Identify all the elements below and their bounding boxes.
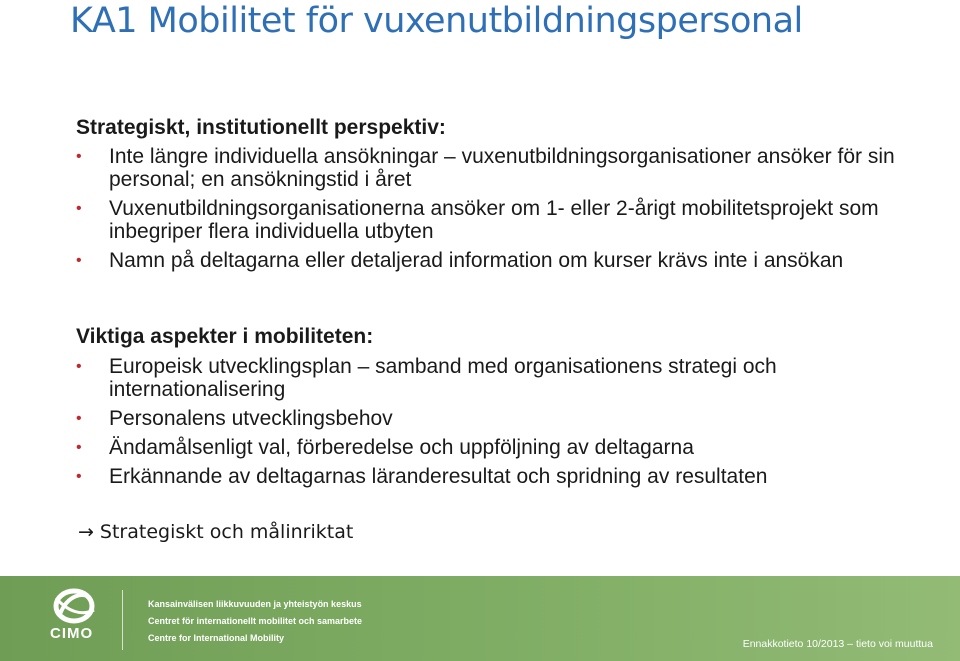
section-heading-strategic: Strategiskt, institutionellt perspektiv: bbox=[76, 116, 446, 139]
conclusion-line bbox=[78, 520, 353, 544]
footer-band bbox=[0, 576, 960, 661]
footer-note: Ennakkotieto 10/2013 – tieto voi muuttua bbox=[742, 638, 933, 650]
list-item: • Erkännande av deltagarnas läranderesultat och spridning av resultaten bbox=[76, 465, 768, 488]
list-item: • Personalens utvecklingsbehov bbox=[76, 407, 393, 430]
footer-divider bbox=[122, 590, 123, 650]
bullet-icon: • bbox=[76, 252, 82, 269]
org-name-english: Centre for International Mobility bbox=[148, 633, 285, 643]
bullet-list-important bbox=[76, 355, 936, 494]
bullet-icon: • bbox=[76, 468, 82, 485]
org-name-finnish: Kansainvälisen liikkuvuuden ja yhteistyön keskus bbox=[148, 599, 362, 609]
section-heading-important: Viktiga aspekter i mobiliteten: bbox=[76, 325, 374, 348]
list-item: • Europeisk utvecklingsplan – samband med organisationens strategi och internationalisering bbox=[76, 355, 777, 401]
bullet-icon: • bbox=[76, 200, 82, 217]
list-item: • Vuxenutbildningsorganisationerna ansöker om 1- eller 2-årigt mobilitetsprojekt som inbegriper flera individuella utbyten bbox=[76, 197, 879, 243]
org-name-swedish: Centret för internationellt mobilitet och samarbete bbox=[148, 616, 363, 626]
bullet-icon: • bbox=[76, 439, 82, 456]
arrow-right-icon: → bbox=[78, 521, 94, 543]
list-item: • Ändamålsenligt val, förberedelse och uppföljning av deltagarna bbox=[76, 436, 694, 459]
slide-title: KA1 Mobilitet för vuxenutbildningspersonal bbox=[70, 1, 803, 41]
conclusion-text: Strategiskt och målinriktat bbox=[99, 521, 354, 543]
bullet-icon: • bbox=[76, 410, 82, 427]
list-item: • Inte längre individuella ansökningar – vuxenutbildningsorganisationer ansöker för sin personal; en ansökningstid i året bbox=[76, 145, 895, 191]
bullet-list-strategic bbox=[76, 145, 936, 278]
bullet-icon: • bbox=[76, 148, 82, 165]
organization-names bbox=[148, 596, 362, 647]
bullet-icon: • bbox=[76, 358, 82, 375]
logo-text: CIMO bbox=[50, 625, 94, 642]
list-item: • Namn på deltagarna eller detaljerad information om kurser krävs inte i ansökan bbox=[76, 249, 844, 272]
